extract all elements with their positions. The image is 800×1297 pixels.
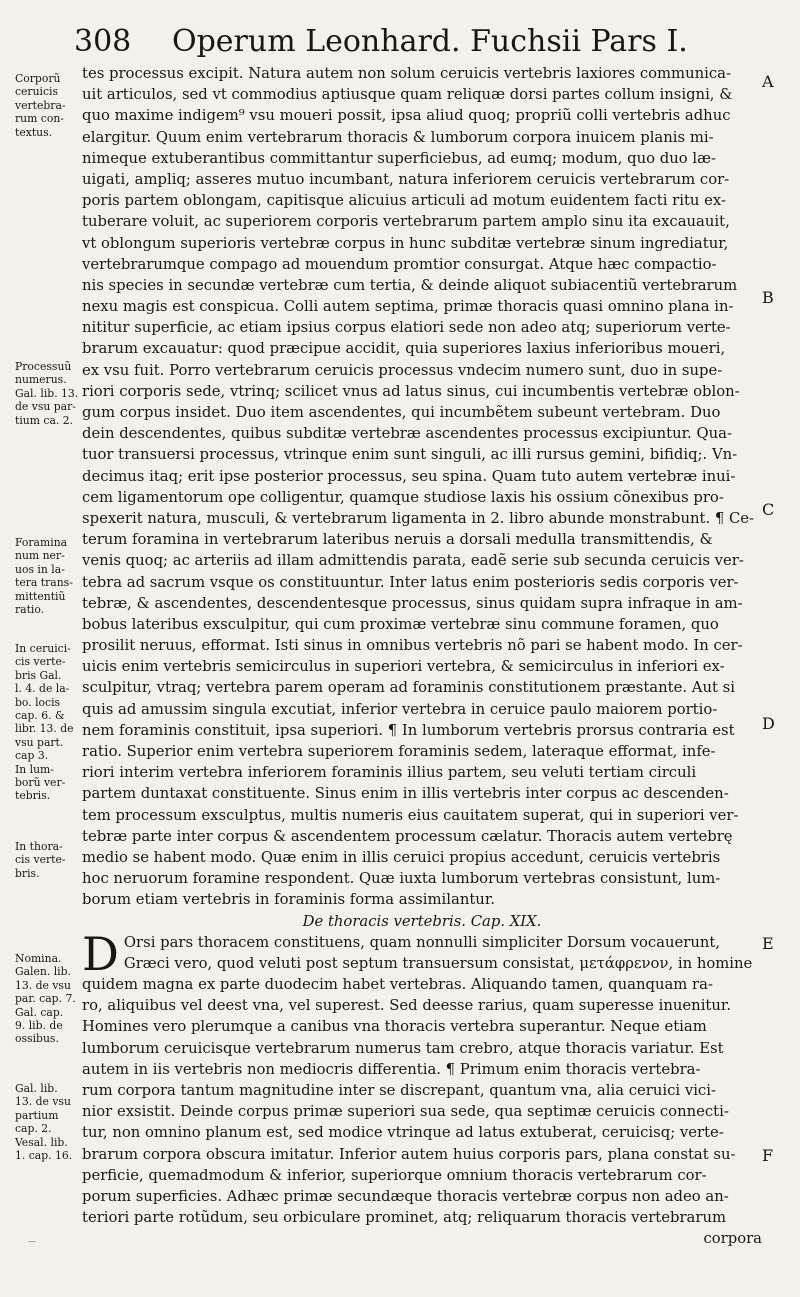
margin-letter: A xyxy=(762,72,774,91)
text-line: nexu magis est conspicua. Colli autem septima, primæ thoracis quasi omnino plana in- xyxy=(82,298,734,316)
text-line: uit articulos, sed vt commodius aptiusque quam reliquæ dorsi partes collum insigni, & xyxy=(82,86,733,104)
margin-letter: F xyxy=(762,1146,774,1165)
margin-letter: E xyxy=(762,934,774,953)
chapter-text-line: Orsi pars thoracem constituens, quam nonnulli simpliciter Dorsum vocauerunt, xyxy=(123,933,721,951)
text-line: partem duntaxat constituente. Sinus enim in illis vertebris inter corpus ac descenden- xyxy=(82,785,729,803)
margin-letter: C xyxy=(762,500,775,519)
text-line: ratio. Superior enim vertebra superiorem foraminis sedem, lateraque efformat, infe- xyxy=(82,743,716,760)
text-line: tes processus excipit. Natura autem non solum ceruicis vertebris laxiores communica- xyxy=(82,65,731,82)
drop-cap: D xyxy=(82,926,119,981)
text-line: terum foramina in vertebrarum lateribus neruis a dorsali medulla transmittendis, & xyxy=(82,531,713,549)
chapter-text-line: corpora xyxy=(703,1230,762,1248)
text-line: riori interim vertebra inferiorem foraminis illius partem, seu veluti tertiam circuli xyxy=(82,764,697,782)
chapter-text-line: porum superficies. Adhæc primæ secundæque thoracis vertebræ corpus non adeo an- xyxy=(82,1187,729,1205)
text-line: nititur superficie, ac etiam ipsius corpus elatiori sede non adeo atq; superiorum verte- xyxy=(82,319,731,337)
text-line: poris partem oblongam, capitisque alicuius articuli ad motum euidentem facti ritu ex- xyxy=(82,192,726,210)
margin-note: In thora- cis verte- bris. xyxy=(15,840,66,880)
text-line: nis species in secundæ vertebræ cum tertia, & deinde aliquot subiacentiũ vertebrarum xyxy=(82,276,738,294)
text-line: hoc neruorum foramine respondent. Quæ iuxta lumborum vertebras consistunt, lum- xyxy=(82,870,721,888)
text-line: uicis enim vertebris semicirculus in superiori vertebra, & semicirculus in inferiori ex- xyxy=(82,658,725,676)
text-line: cem ligamentorum ope colligentur, quamque studiose laxis his ossium cõnexibus pro- xyxy=(82,488,724,506)
text-line: tebræ parte inter corpus & ascendentem processum cælatur. Thoracis autem vertebrę xyxy=(82,827,733,845)
margin-note: Corporũ ceruicis vertebra- rum con- textus. xyxy=(15,72,66,139)
text-line: nimeque extuberantibus committantur superficiebus, ad eumq; modum, quo duo læ- xyxy=(82,149,717,167)
margin-note: Processuũ numerus. Gal. lib. 13. de vsu par- tium ca. 2. xyxy=(15,360,79,427)
text-line: tem processum exsculptus, multis numeris eius cauitatem superat, qui in superiori ver- xyxy=(82,806,739,824)
text-line: nem foraminis constituit, ipsa superiori. ¶ In lumborum vertebris prorsus contraria est xyxy=(82,721,735,739)
chapter-text-line: Homines vero plerumque a canibus vna thoracis vertebra superantur. Neque etiam xyxy=(82,1018,707,1036)
signature-mark: — xyxy=(28,1237,36,1246)
chapter-text-line: perficie, quemadmodum & inferior, superiorque omnium thoracis vertebrarum cor- xyxy=(82,1166,707,1184)
running-title: Operum Leonhard. Fuchsii Pars I. xyxy=(172,24,688,59)
text-line: ex vsu fuit. Porro vertebrarum ceruicis processus vndecim numero sunt, duo in supe- xyxy=(82,361,723,379)
text-line: quo maxime indigem⁹ vsu moueri possit, ipsa aliud quoq; propriũ colli vertebris adhuc xyxy=(82,107,731,125)
text-line: quis ad amussim singula excutiat, inferior vertebra in ceruice paulo maiorem portio- xyxy=(82,700,718,718)
text-line: tebra ad sacrum vsque os constituuntur. Inter latus enim posterioris sedis corporis ver- xyxy=(82,573,739,591)
text-line: uigati, ampliq; asseres mutuo incumbant, natura inferiorem ceruicis vertebrarum cor- xyxy=(82,170,730,188)
text-line: vertebrarumque compago ad mouendum promtior consurgat. Atque hæc compactio- xyxy=(82,255,717,273)
margin-note: In ceruici- cis verte- bris Gal. l. 4. de la- bo. locis cap. 6. & libr. 13. de vsu part. cap 3. In lum- borũ ver- tebris. xyxy=(15,642,74,803)
text-line: elargitur. Quum enim vertebrarum thoracis & lumborum corpora inuicem planis mi- xyxy=(82,128,714,146)
text-line: bobus lateribus exsculpitur, qui cum proximæ vertebræ sinu commune foramen, quo xyxy=(82,615,719,633)
chapter-text-line: rum corpora tantum magnitudine inter se discrepant, quantum vna, alia ceruici vici- xyxy=(82,1082,716,1099)
chapter-text-line: tur, non omnino planum est, sed modice vtrinque ad latus extuberat, ceruicisq; verte- xyxy=(82,1124,724,1142)
text-line: tebræ, & ascendentes, descendentesque processus, sinus quidam supra infraque in am- xyxy=(82,594,743,612)
running-header xyxy=(62,14,742,60)
margin-letter: D xyxy=(762,714,775,733)
text-line: borum etiam vertebris in foraminis forma assimilantur. xyxy=(82,891,495,909)
chapter-text-line: nior exsistit. Deinde corpus primæ superiori sua sede, qua septimæ ceruicis connecti- xyxy=(82,1103,729,1121)
text-line: spexerit natura, musculi, & vertebrarum ligamenta in 2. libro abunde monstrabunt. ¶ Ce- xyxy=(82,509,755,527)
text-line: riori corporis sede, vtrinq; scilicet vnus ad latus sinus, cui incumbentis vertebræ oblon- xyxy=(82,382,740,400)
chapter-text-line: brarum corpora obscura imitatur. Inferior autem huius corporis pars, plana constat su- xyxy=(82,1145,736,1163)
chapter-heading: De thoracis vertebris. Cap. XIX. xyxy=(302,912,542,930)
chapter-text-line: ro, aliquibus vel deest vna, vel superest. Sed deesse rarius, quam superesse inuenitur. xyxy=(82,997,732,1015)
text-line: gum corpus insidet. Duo item ascendentes, qui incumbẽtem subeunt vertebram. Duo xyxy=(82,404,721,421)
text-line: decimus itaq; erit ipse posterior processus, seu spina. Quam tuto autem vertebræ inui- xyxy=(82,467,736,485)
main-text xyxy=(82,63,762,1250)
chapter-text-line: quidem magna ex parte duodecim habet vertebras. Aliquando tamen, quanquam ra- xyxy=(82,976,713,994)
text-line: sculpitur, vtraq; vertebra parem operam ad foraminis constitutionem præstante. Aut si xyxy=(82,679,735,697)
chapter-text-line: autem in iis vertebris non mediocris differentia. ¶ Primum enim thoracis vertebra- xyxy=(82,1060,701,1078)
text-line: tuberare voluit, ac superiorem corporis vertebrarum partem amplo sinu ita excauauit, xyxy=(82,213,730,231)
text-line: medio se habent modo. Quæ enim in illis ceruici propius accedunt, ceruicis vertebris xyxy=(82,848,721,866)
margin-note: Foramina num ner- uos in la- tera trans- mittentiũ ratio. xyxy=(15,536,73,617)
chapter-text-line: Græci vero, quod veluti post septum transuersum consistat, μετάφρενον, in homine xyxy=(123,954,753,972)
margin-letter: B xyxy=(762,288,774,307)
text-line: prosilit neruus, efformat. Isti sinus in omnibus vertebris nõ pari se habent modo. In cer- xyxy=(82,637,743,655)
chapter-text-line: lumborum ceruicisque vertebrarum numerus tam crebro, atque thoracis variatur. Est xyxy=(82,1039,724,1057)
text-line: tuor transuersi processus, vtrinque enim sunt singuli, ac illi rursus gemini, bifidiq;. Vn- xyxy=(82,446,738,464)
text-line: venis quoq; ac arteriis ad illam admittendis parata, eadẽ serie sub secunda ceruicis ver- xyxy=(82,552,744,570)
margin-note: Gal. lib. 13. de vsu partium cap. 2. Vesal. lib. 1. cap. 16. xyxy=(15,1082,73,1163)
page-number: 308 xyxy=(74,24,132,59)
text-line: dein descendentes, quibus subditæ vertebræ ascendentes processus excipiuntur. Qua- xyxy=(82,425,732,443)
margin-note: Nomina. Galen. lib. 13. de vsu par. cap. 7. Gal. cap. 9. lib. de ossibus. xyxy=(15,952,76,1046)
text-line: brarum excauatur: quod præcipue accidit, quia superiores laxius inferioribus moueri, xyxy=(82,340,726,358)
text-line: vt oblongum superioris vertebræ corpus in hunc subditæ vertebræ sinum ingrediatur, xyxy=(82,234,729,252)
chapter-text-line: teriori parte rotũdum, seu orbiculare prominet, atq; reliquarum thoracis vertebrarum xyxy=(82,1209,727,1227)
